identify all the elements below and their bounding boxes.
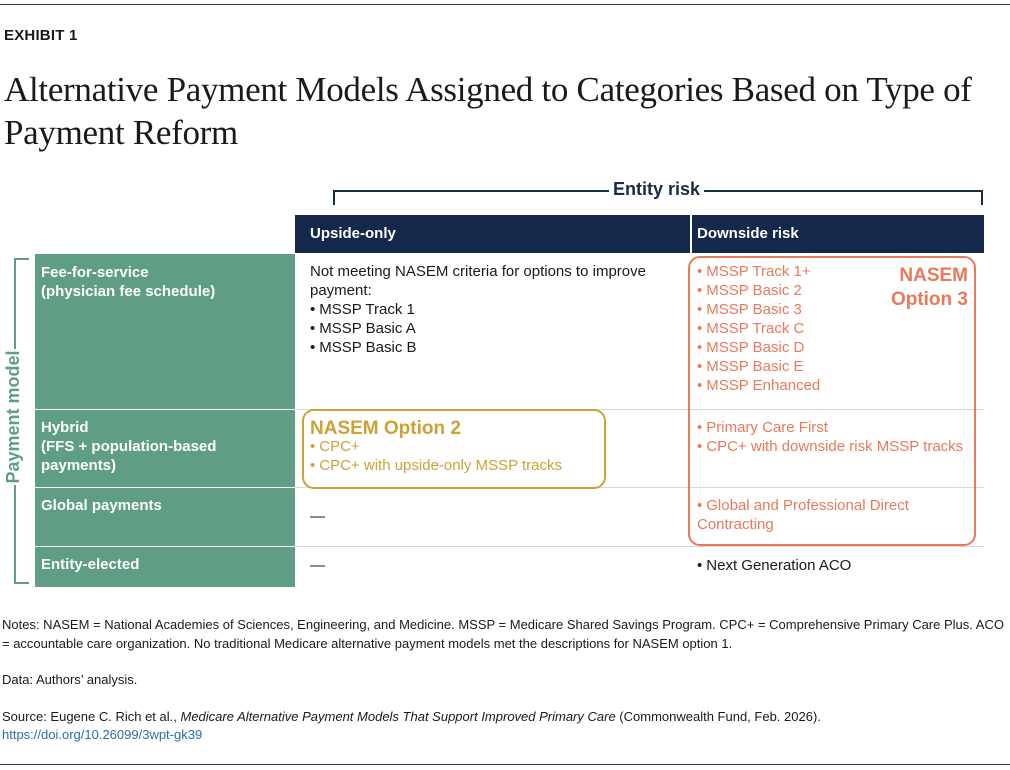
cell-entity-elected-upside: —: [310, 557, 325, 574]
list-item: • MSSP Track 1+: [697, 262, 887, 281]
exhibit-label: EXHIBIT 1: [4, 27, 78, 44]
list-item: • MSSP Track C: [697, 319, 887, 338]
list-item: • MSSP Basic 2: [697, 281, 887, 300]
list-item: • CPC+ with downside risk MSSP tracks: [697, 437, 969, 456]
top-rule: [0, 4, 1010, 5]
list-item: • MSSP Basic E: [697, 357, 887, 376]
cell-intro-text: Not meeting NASEM criteria for options to improve payment:: [310, 263, 646, 299]
list-item: • Global and Professional Direct Contracting: [697, 496, 969, 534]
notes-text: Notes: NASEM = National Academies of Sciences, Engineering, and Medicine. MSSP = Medicare Shared Savings Program. CPC+ = Comprehensive Primary Care Plus. ACO = accountable care organization. No traditional Medicare alternative payment models met the descriptions for NASEM option 1.: [2, 617, 1004, 651]
row-header-line: Entity-elected: [41, 556, 140, 573]
row-header-line: (physician fee schedule): [41, 283, 216, 300]
list-item: • MSSP Enhanced: [697, 376, 887, 395]
doi-link[interactable]: https://doi.org/10.26099/3wpt-gk39: [2, 727, 203, 742]
source-title: Medicare Alternative Payment Models That Support Improved Primary Care: [180, 709, 616, 724]
row-separator: [295, 546, 984, 547]
column-header-upside-only: Upside-only: [295, 215, 690, 253]
list-item: • MSSP Basic D: [697, 338, 887, 357]
source-suffix: (Commonwealth Fund, Feb. 2026).: [615, 709, 821, 724]
nasem-option-2-label: NASEM Option 2: [310, 418, 461, 439]
entity-risk-bracket-left-tick: [333, 190, 335, 205]
list-item: • MSSP Basic A: [310, 319, 688, 338]
page-title: Alternative Payment Models Assigned to Categories Based on Type of Payment Reform: [4, 70, 972, 152]
list-item: • Next Generation ACO: [697, 556, 969, 575]
payment-model-bracket-bottom-tick: [14, 582, 29, 584]
nasem-option-3-label: [891, 264, 968, 312]
option-label-line: NASEM: [899, 265, 968, 286]
bottom-rule: [0, 764, 1010, 765]
cell-entity-elected-downside: [697, 556, 969, 575]
payment-model-bracket-top-tick: [14, 258, 29, 260]
list-item: • MSSP Basic B: [310, 338, 688, 357]
item-list: [310, 300, 688, 357]
item-list: [697, 556, 969, 575]
list-item: • MSSP Basic 3: [697, 300, 887, 319]
option-label-line: Option 3: [890, 289, 968, 310]
list-item: • Primary Care First: [697, 418, 969, 437]
row-header-line: Global payments: [41, 497, 162, 514]
row-header-line: (FFS + population-based payments): [41, 438, 217, 474]
list-item: • CPC+ with upside-only MSSP tracks: [310, 456, 600, 475]
payment-model-label: Payment model: [3, 350, 23, 484]
row-header-fee-for-service: [35, 254, 295, 409]
list-item: • MSSP Track 1: [310, 300, 688, 319]
data-note: Data: Authors’ analysis.: [2, 672, 138, 687]
row-header-global-payments: [35, 488, 295, 546]
row-header-entity-elected: [35, 547, 295, 587]
list-item: • CPC+: [310, 437, 600, 456]
source-citation: [2, 707, 1007, 726]
row-header-line: Hybrid: [41, 419, 89, 436]
row-header-line: Fee-for-service: [41, 264, 149, 281]
row-header-hybrid: [35, 410, 295, 487]
entity-risk-label: Entity risk: [609, 179, 704, 200]
cell-global-upside: —: [310, 508, 325, 525]
column-header-downside-risk: Downside risk: [692, 215, 984, 253]
cell-ffs-upside: [310, 262, 688, 357]
source-prefix: Source: Eugene C. Rich et al.,: [2, 709, 181, 724]
entity-risk-bracket-right-tick: [981, 190, 983, 205]
